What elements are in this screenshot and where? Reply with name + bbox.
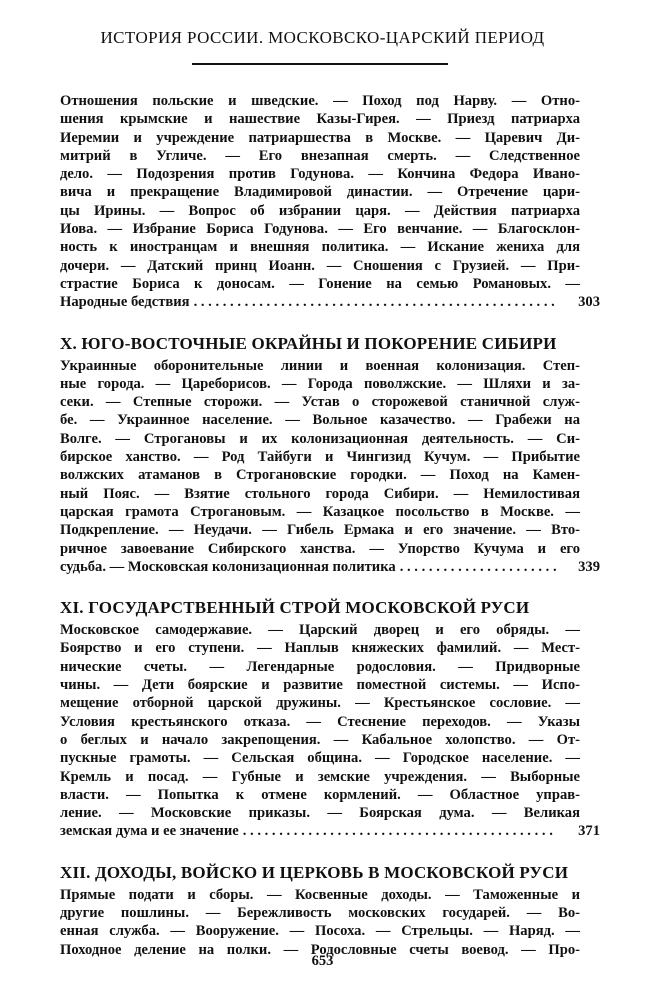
contents-line: другие пошлины. — Бережливость московских государей. — Во- [60, 904, 580, 921]
contents-line: ность к иностранцам и внешняя политика. — Искание жениха для [60, 239, 580, 256]
contents-line: дочери. — Датский принц Иоанн. — Сношения с Грузией. — При- [60, 257, 580, 274]
dot-leader [400, 558, 556, 576]
table-of-contents [60, 92, 600, 959]
contents-line: чины. — Дети боярские и развитие поместной системы. — Испо- [60, 677, 580, 694]
page-reference: 371 [578, 823, 600, 840]
dot-leader [243, 822, 556, 840]
contents-line: о беглых и начало закрепощения. — Кабальное холопство. — От- [60, 731, 580, 748]
chapter-title: XII. ДОХОДЫ, ВОЙСКО И ЦЕРКОВЬ В МОСКОВСКОЙ РУСИ [60, 862, 569, 882]
header-rule [192, 63, 448, 65]
dot-leader [194, 293, 556, 311]
chapter-contents [60, 357, 600, 577]
contents-line: власти. — Попытка к отмене кормлений. — Областное управ- [60, 786, 580, 803]
contents-line: дело. — Подозрения против Годунова. — Кончина Федора Ивано- [60, 166, 580, 183]
contents-line: Боярство и его ступени. — Наплыв княжеских фамилий. — Мест- [60, 640, 580, 657]
chapter-title: X. ЮГО-ВОСТОЧНЫЕ ОКРАЙНЫ И ПОКОРЕНИЕ СИБИРИ [60, 333, 557, 353]
page-number: 653 [311, 953, 334, 969]
contents-line: ные города. — Цареборисов. — Города поволжские. — Шляхи и за- [60, 375, 580, 392]
contents-line: Иеремии и учреждение патриаршества в Москве. — Царевич Ди- [60, 129, 580, 146]
contents-line: ный Пояс. — Взятие стольного города Сибири. — Немилостивая [60, 485, 580, 502]
running-head: ИСТОРИЯ РОССИИ. МОСКОВСКО-ЦАРСКИЙ ПЕРИОД [100, 28, 545, 47]
contents-line: ричное завоевание Сибирского ханства. — Упорство Кучума и его [60, 540, 580, 557]
contents-line: Условия крестьянского отказа. — Стеснение переходов. — Указы [60, 713, 580, 730]
contents-line: Украинные оборонительные линии и военная колонизация. Степ- [60, 357, 580, 374]
contents-line: мещение отборной царской дружины. — Крестьянское сословие. — [60, 695, 580, 712]
contents-line: ление. — Московские приказы. — Боярская дума. — Великая [60, 805, 580, 822]
contents-line: Московское самодержавие. — Царский дворец и его обряды. — [60, 622, 580, 639]
chapter-contents [60, 886, 580, 959]
page-reference: 339 [578, 558, 600, 575]
contents-line: страстие Бориса к доносам. — Гонение на семью Романовых. — [60, 275, 580, 292]
contents-last-line [60, 822, 600, 840]
chapter-contents [60, 621, 600, 841]
chapter-contents [60, 92, 600, 312]
contents-line: бе. — Украинное население. — Вольное казачество. — Грабежи на [60, 412, 580, 429]
contents-line: царская грамота Строгановым. — Казацкое посольство в Москве. — [60, 503, 580, 520]
contents-line: цы Ирины. — Вопрос об избрании царя. — Действия патриарха [60, 202, 580, 219]
contents-line: бирское ханство. — Род Тайбуги и Чингизид Кучум. — Прибытие [60, 449, 580, 466]
contents-line: Волге. — Строгановы и их колонизационная деятельность. — Си- [60, 430, 580, 447]
contents-line: земская дума и ее значение [60, 823, 239, 840]
page-reference: 303 [578, 294, 600, 311]
contents-line: Походное деление на полки. — Родословные счеты воевод. — Про- [60, 941, 580, 958]
contents-line: Отношения польские и шведские. — Поход под Нарву. — Отно- [60, 93, 580, 109]
contents-line: пускные грамоты. — Сельская община. — Городское население. — [60, 750, 580, 767]
contents-line: шения крымские и нашествие Казы-Гирея. — Приезд патриарха [60, 111, 580, 128]
contents-line: Народные бедствия [60, 294, 190, 311]
contents-line: волжских атаманов в Строгановские городки. — Поход на Камен- [60, 467, 580, 484]
contents-line: вича и прекращение Владимировой династии. — Отречение цари- [60, 184, 580, 201]
contents-line: нические счеты. — Легендарные родословия. — Придворные [60, 658, 580, 675]
contents-last-line [60, 558, 600, 576]
contents-last-line [60, 293, 600, 311]
contents-line: судьба. — Московская колонизационная политика [60, 558, 396, 575]
contents-line: Прямые подати и сборы. — Косвенные доходы. — Таможенные и [60, 886, 580, 903]
contents-line: Иова. — Избрание Бориса Годунова. — Его венчание. — Благосклон- [60, 221, 580, 238]
contents-line: митрий в Угличе. — Его внезапная смерть. — Следственное [60, 147, 580, 164]
contents-line: Подкрепление. — Неудачи. — Гибель Ермака и его значение. — Вто- [60, 522, 580, 539]
contents-line: секи. — Степные сторожи. — Устав о сторожевой станичной служ- [60, 394, 580, 411]
contents-line: енная служба. — Вооружение. — Посоха. — Стрельцы. — Наряд. — [60, 923, 580, 940]
chapter-title: XI. ГОСУДАРСТВЕННЫЙ СТРОЙ МОСКОВСКОЙ РУСИ [60, 598, 530, 618]
contents-line: Кремль и посад. — Губные и земские учреждения. — Выборные [60, 768, 580, 785]
